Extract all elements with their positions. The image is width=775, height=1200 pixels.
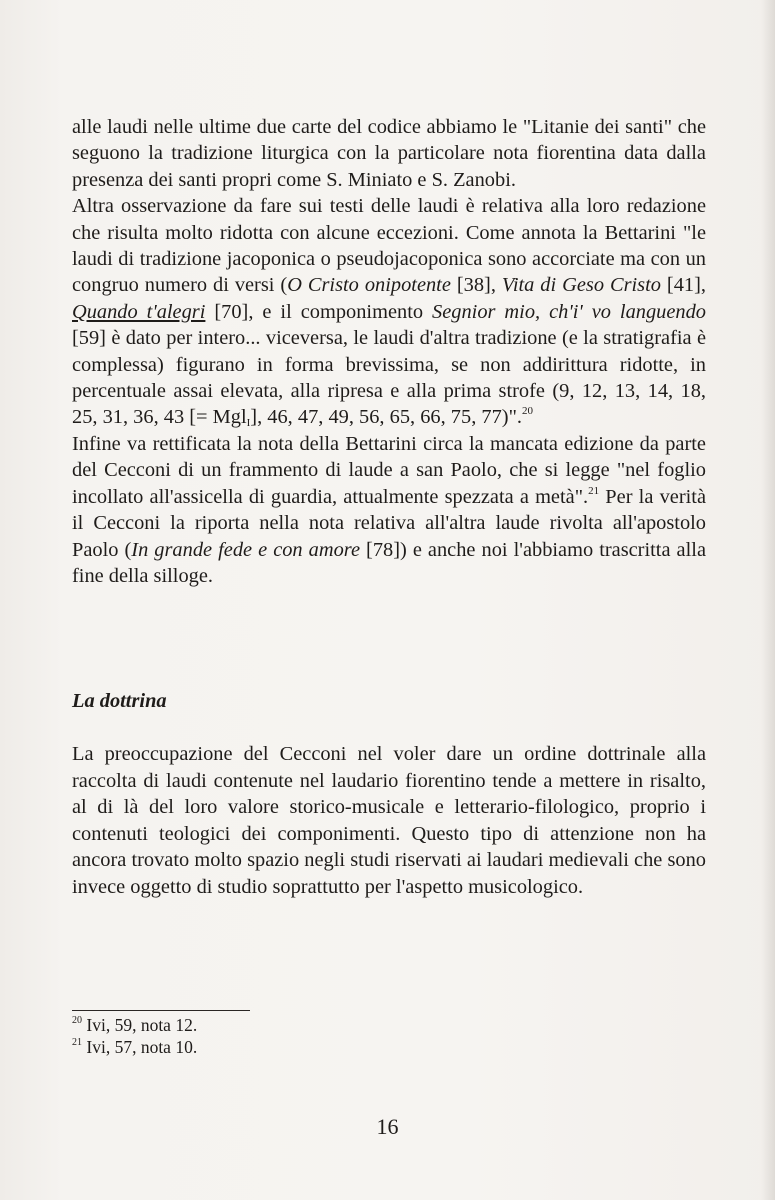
section-text — [72, 741, 706, 901]
footnote-21: $^{21}$ Ivi, 57, nota 10. — [72, 1037, 198, 1057]
lauda-title: In grande fede e con amore — [131, 538, 361, 561]
footnote-ref-21: 21 — [588, 484, 600, 497]
lauda-title: Segnior mio, ch'i' vo languendo — [432, 300, 706, 323]
paragraph-litanie: alle laudi nelle ultime due carte del codice abbiamo le "Litanie dei santi" che seguono la tradizione liturgica con la particolare nota fiorentina data dalla presenza dei santi propri come S. Miniato e S. Zanobi. — [72, 116, 706, 191]
manuscript-subscript: I — [246, 417, 251, 430]
footnotes — [72, 1014, 197, 1058]
paragraph-redazione: Altra osservazione da fare sui testi delle laudi è relativa alla loro redazione che risulta molto ridotta con alcune eccezioni. Come annota la Bettarini "le laudi di tradizione jacoponica o pseudojacoponica sono accorciate ma con un congruo numero di versi (O Cristo onipotente [38], Vita di Geso Cristo [41], Quando t'alegri [70], e il componimento Segnior mio, ch'i' vo languendo [59] è dato per intero... viceversa, le laudi d'altra tradizione (e la stratigrafia è complessa) figurano in forma brevissima, se non addirittura ridotte, in percentuale assai elevata, alla ripresa e alla prima strofe (9, 12, 13, 14, 18, 25, 31, 36, 43 [= Mgl$_I$], 46, 47, 49, 56, 65, 66, 75, 77)".$^{20}$ — [72, 195, 707, 430]
lauda-title: O Cristo onipotente — [287, 274, 451, 297]
section-heading: La dottrina — [72, 690, 167, 712]
page-edge-shadow — [761, 0, 775, 1200]
main-text — [72, 114, 706, 589]
footnote-divider — [72, 1010, 250, 1011]
lauda-title: Vita di Geso Cristo — [501, 274, 661, 297]
paragraph-rettifica: Infine va rettificata la nota della Bettarini circa la mancata edizione da parte del Cecconi di un frammento di laude a san Paolo, che si legge "nel foglio incollato all'assicella di guardia, attualmente spezzata a metà".$^{21}$ Per la verità il Cecconi la riporta nella nota relativa all'altra laude rivolta all'apostolo Paolo (In grande fede e con amore [78]) e anche noi l'abbiamo trascritta alla fine della silloge. — [72, 432, 706, 587]
paragraph-dottrina: La preoccupazione del Cecconi nel voler dare un ordine dottrinale alla raccolta di laudi contenute nel laudario fiorentino tende a mettere in risalto, al di là del loro valore storico-musicale e letterario-filologico, proprio i contenuti teologici dei componimenti. Questo tipo di attenzione non ha ancora trovato molto spazio negli studi riservati ai laudari medievali che sono invece oggetto di studio soprattutto per l'aspetto musicologico. — [72, 743, 706, 898]
footnote-ref-20: 20 — [522, 405, 533, 418]
lauda-title: Quando t'alegri — [72, 300, 206, 323]
footnote-20: $^{20}$ Ivi, 59, nota 12. — [72, 1015, 198, 1035]
page-number: 16 — [376, 1114, 399, 1139]
